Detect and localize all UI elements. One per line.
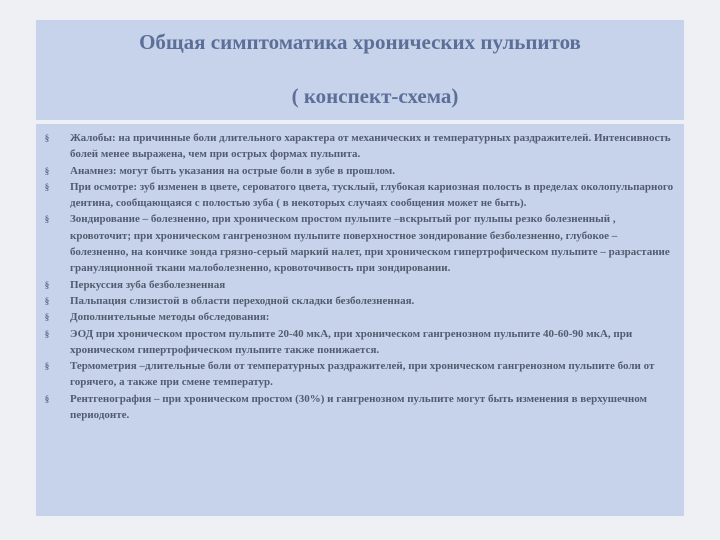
bullet-icon: § bbox=[44, 295, 50, 306]
bullet-icon: § bbox=[44, 133, 50, 143]
list-item bbox=[42, 391, 674, 424]
bullet-icon: § bbox=[44, 165, 50, 176]
bullet-icon: § bbox=[44, 328, 50, 339]
list-item-text: Зондирование – болезненно, при хроническом простом пульпите –вскрытый рог пульпы резко болезненный , кровоточит; при хроническом гангренозном пульпите поверхностное зондирование безболезненно, глубокое –болезненно, на кончике зонда грязно-серый маркий налет, при хроническом гипертрофическом пульпите – разрастание грануляционной ткани малоболезненно, кровоточивость при зондировании. bbox=[70, 213, 670, 275]
list-item-text: Жалобы: на причинные боли длительного характера от механических и температурных раздражителей. Интенсивность болей менее выражена, чем при острых формах пульпита. bbox=[70, 132, 671, 161]
slide-subtitle: ( конспект-схема) bbox=[291, 84, 459, 108]
bullet-icon: § bbox=[44, 181, 50, 192]
list-item-text: Дополнительные методы обследования: bbox=[70, 311, 270, 324]
slide-title: Общая симптоматика хронических пульпитов bbox=[139, 30, 581, 54]
list-item-text: Пальпация слизистой в области переходной складки безболезненная. bbox=[70, 294, 415, 307]
list-item bbox=[42, 277, 674, 293]
bullet-icon: § bbox=[44, 312, 50, 323]
list-item bbox=[42, 179, 674, 212]
bullet-icon: § bbox=[44, 214, 50, 225]
list-item bbox=[42, 163, 674, 179]
list-item-text: Рентгенография – при хроническом простом (30%) и гангренозном пульпите могут быть изменения в верхушечном периодонте. bbox=[70, 392, 648, 422]
list-item-text: Перкуссия зуба безболезненная bbox=[70, 278, 226, 291]
list-item bbox=[42, 293, 674, 309]
bullet-icon: § bbox=[44, 279, 50, 290]
list-item-text: ЭОД при хроническом простом пульпите 20-40 мкА, при хроническом гангренозном пульпите 40-60-90 мкА, при хроническом гипертрофическом пульпите также понижается. bbox=[70, 327, 633, 356]
list-item bbox=[42, 358, 674, 391]
list-item-text: Термометрия –длительные боли от температурных раздражителей, при хроническом гангренозном пульпите боли от горячего, а также при смене температур. bbox=[70, 360, 655, 389]
list-item bbox=[42, 130, 674, 163]
bullet-icon: § bbox=[44, 393, 50, 404]
bullet-list bbox=[42, 130, 674, 423]
list-item bbox=[42, 309, 674, 325]
title-box bbox=[36, 20, 684, 120]
list-item-text: При осмотре: зуб изменен в цвете, сероватого цвета, тусклый, глубокая кариозная полость в пределах околопульпарного дентина, сообщающаяся с полостью зуба ( в некоторых случаях сообщения может не быть). bbox=[70, 180, 674, 210]
list-item bbox=[42, 211, 674, 276]
content-box bbox=[36, 124, 684, 516]
list-item-text: Анамнез: могут быть указания на острые боли в зубе в прошлом. bbox=[70, 164, 396, 177]
bullet-icon: § bbox=[44, 361, 50, 372]
list-item bbox=[42, 326, 674, 359]
